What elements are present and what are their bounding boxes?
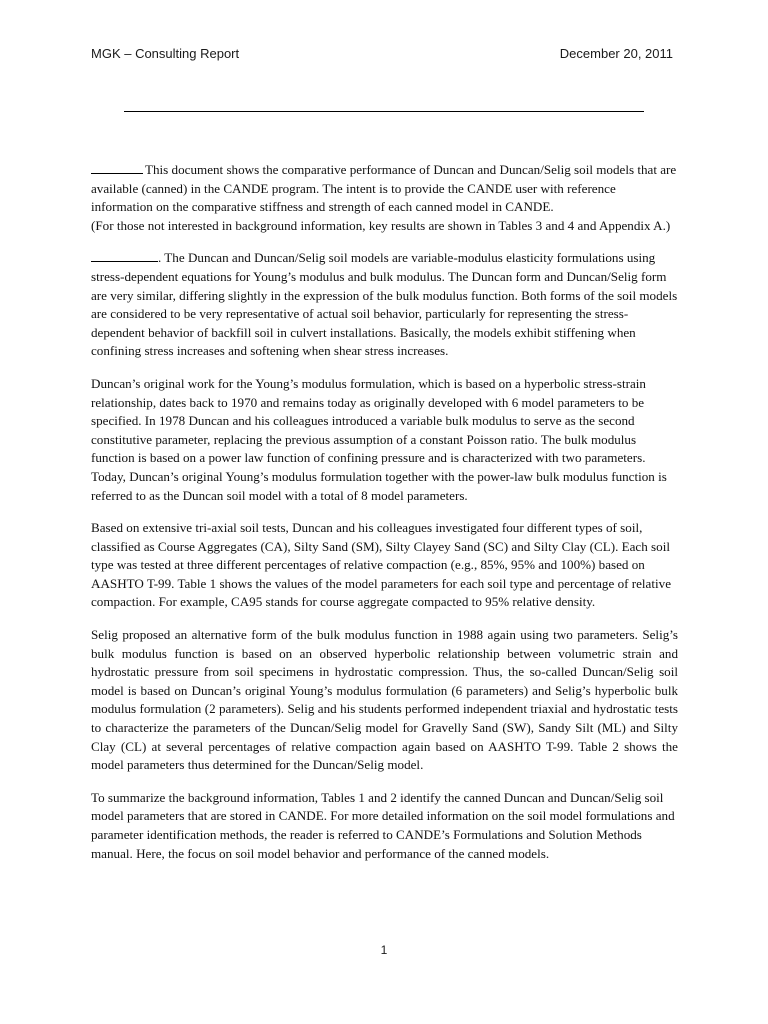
paragraph-purpose	[91, 161, 678, 235]
page-number: 1	[380, 943, 388, 957]
header-report-title: MGK – Consulting Report	[91, 46, 240, 61]
paragraph-purpose-note: (For those not interested in background information, key results are shown in Tables 3 and 4 and Appendix A.)	[91, 217, 671, 233]
document-body	[91, 161, 678, 877]
paragraph-selig: Selig proposed an alternative form of the bulk modulus function in 1988 again using two parameters. Selig’s bulk modulus function is based on an observed hyperbolic relationship between volumetric strain and hydrostatic pressure from soil specimens in hydrostatic compression. Thus, the so-called Duncan/Selig soil model is based on Duncan’s original Young’s modulus formulation (6 parameters) and Selig’s hyperbolic bulk modulus formulation (2 parameters). Selig and his students performed independent triaxial and hydrostatic tests to characterize the parameters of the Duncan/Selig model for Gravelly Sand (SW), Sandy Silt (ML) and Silty Clay (CL) at several percentages of relative compaction again based on AASHTO T-99. Table 2 shows the model parameters thus determined for the Duncan/Selig model.	[91, 627, 678, 773]
paragraph-background-text: . The Duncan and Duncan/Selig soil models are variable-modulus elasticity formulations using stress-dependent equations for Young’s modulus and bulk modulus. The Duncan form and Duncan/Selig form are very similar, differing slightly in the expression of the bulk modulus function. Both forms of the soil models are considered to be very representative of actual soil behavior, particularly for representing the stress-dependent behavior of backfill soil in culvert installations. Basically, the models exhibit stiffening when confining stress increases and softening when shear stress increases.	[91, 250, 678, 359]
header-date: December 20, 2011	[559, 46, 673, 61]
paragraph-triaxial-tests: Based on extensive tri-axial soil tests, Duncan and his colleagues investigated four different types of soil, classified as Course Aggregates (CA), Silty Sand (SM), Silty Clayey Sand (SC) and Silty Clay (CL). Each soil type was tested at three different percentages of relative compaction (e.g., 85%, 95% and 100%) based on AASHTO T-99. Table 1 shows the values of the model parameters for each soil type and percentage of relative compaction. For example, CA95 stands for course aggregate compacted to 95% relative density.	[91, 520, 672, 610]
paragraph-duncan-original: Duncan’s original work for the Young’s modulus formulation, which is based on a hyperbolic stress-strain relationship, dates back to 1970 and remains today as originally developed with 6 model parameters to be specified. In 1978 Duncan and his colleagues introduced a variable bulk modulus to serve as the second constitutive parameter, replacing the previous assumption of a constant Poisson ratio. The bulk modulus function is based on a power law function of confining pressure and is characterized with two parameters. Today, Duncan’s original Young’s modulus formulation together with the power-law bulk modulus function is referred to as the Duncan soil model with a total of 8 model parameters.	[91, 375, 667, 503]
paragraph-summary: To summarize the background information, Tables 1 and 2 identify the canned Duncan and Duncan/Selig soil model parameters that are stored in CANDE. For more detailed information on the soil model formulations and parameter identification methods, the reader is referred to CANDE’s Formulations and Solution Methods manual. Here, the focus on soil model behavior and performance of the canned models.	[91, 789, 675, 861]
paragraph-background	[91, 249, 678, 361]
heading-blank-line	[91, 161, 143, 174]
page-header	[91, 46, 673, 66]
title-rule	[124, 111, 644, 112]
paragraph-purpose-text: This document shows the comparative performance of Duncan and Duncan/Selig soil models that are available (canned) in the CANDE program. The intent is to provide the CANDE user with reference information on the comparative stiffness and strength of each canned model in CANDE.	[91, 162, 677, 215]
heading-blank-line	[91, 249, 158, 262]
